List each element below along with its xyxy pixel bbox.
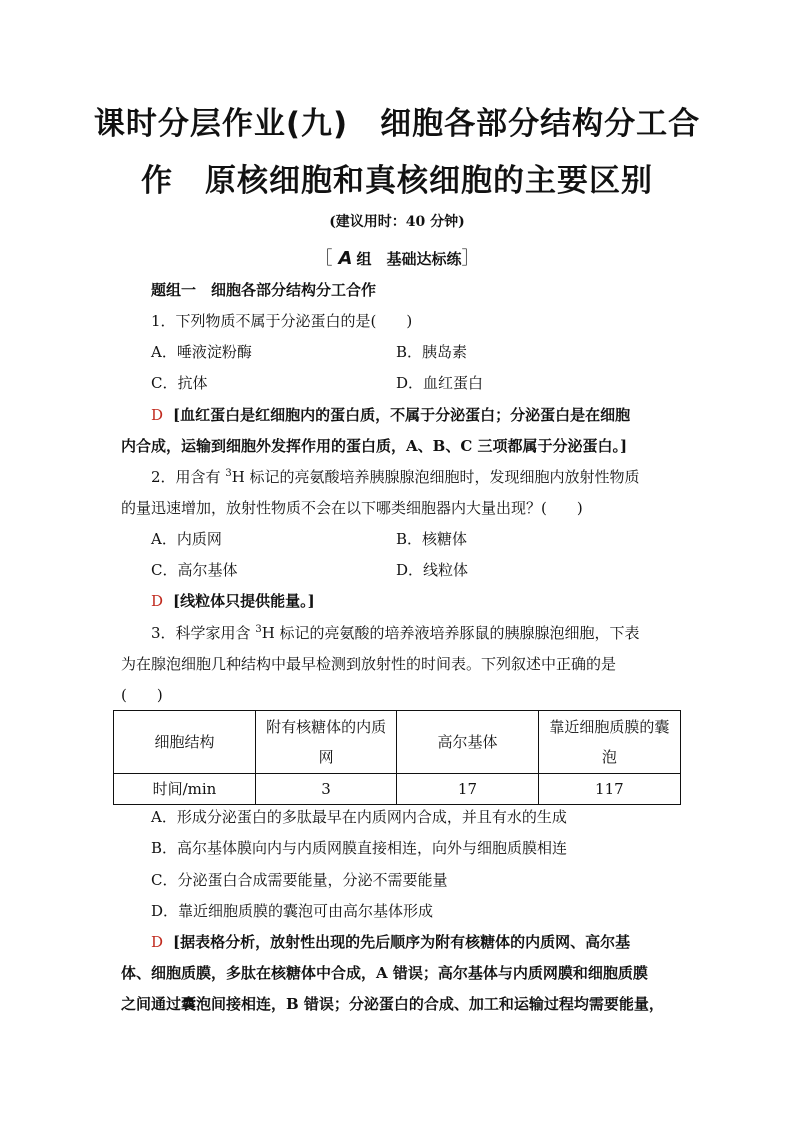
table-cell: 17 [397, 774, 539, 805]
q3-explanation-line3: 之间通过囊泡间接相连，B 错误；分泌蛋白的合成、加工和运输过程均需要能量， [121, 995, 664, 1013]
table-row [114, 774, 681, 805]
q1-answer: D [151, 406, 164, 424]
bracket-left-icon: ［ [314, 248, 333, 269]
q3-stem-post: H 标记的亮氨酸的培养液培养豚鼠的胰腺腺泡细胞，下表 [261, 624, 640, 642]
q1-explanation-text1: [血红蛋白是红细胞内的蛋白质，不属于分泌蛋白；分泌蛋白是在细胞 [173, 406, 631, 424]
page-title-line1: 课时分层作业(九) 细胞各部分结构分工合 [93, 106, 701, 142]
q3-superscript: 3 [255, 624, 262, 635]
table-header-cell: 靠近细胞质膜的囊泡 [538, 711, 680, 774]
q2-stem-post: H 标记的亮氨酸培养胰腺腺泡细胞时，发现细胞内放射性物质 [231, 468, 640, 486]
q2-answer: D [151, 592, 164, 610]
q1-explanation-line1 [151, 405, 630, 425]
q3-stem-line3: ( ) [121, 686, 163, 704]
q2-explanation [151, 591, 315, 611]
q2-option-b: B．核糖体 [396, 530, 468, 548]
bracket-right-icon: ］ [461, 248, 480, 269]
q3-explanation-line2: 体、细胞质膜，多肽在核糖体中合成，A 错误；高尔基体与内质网膜和细胞质膜 [121, 964, 648, 982]
q3-explanation-text1: [据表格分析，放射性出现的先后顺序为附有核糖体的内质网、高尔基 [173, 933, 631, 951]
q3-answer: D [151, 933, 164, 951]
q1-stem: 1．下列物质不属于分泌蛋白的是( ) [151, 312, 413, 330]
page-title-line2: 作 原核细胞和真核细胞的主要区别 [141, 163, 653, 199]
q2-stem [151, 467, 640, 487]
table-cell: 时间/min [114, 774, 256, 805]
table-header-cell: 细胞结构 [114, 711, 256, 774]
q3-stem [151, 623, 640, 643]
q3-stem-pre: 3．科学家用含 [151, 624, 256, 642]
q1-option-a: A．唾液淀粉酶 [151, 343, 252, 361]
q2-superscript: 3 [225, 468, 232, 479]
q3-option-d: D．靠近细胞质膜的囊泡可由高尔基体形成 [151, 902, 434, 920]
group-label: 组 基础达标练 [356, 250, 462, 268]
q1-option-b: B．胰岛素 [396, 343, 468, 361]
time-hint: (建议用时：40 分钟) [329, 214, 465, 230]
q2-option-c: C．高尔基体 [151, 561, 238, 579]
q3-option-c: C．分泌蛋白合成需要能量，分泌不需要能量 [151, 871, 448, 889]
q2-explanation-text: [线粒体只提供能量。] [173, 592, 315, 610]
q2-stem-line2: 的量迅速增加，放射性物质不会在以下哪类细胞器内大量出现？( ) [121, 499, 583, 517]
table-cell: 3 [255, 774, 396, 805]
q1-explanation-line2: 内合成，运输到细胞外发挥作用的蛋白质，A、B、C 三项都属于分泌蛋白。] [121, 437, 628, 455]
q3-stem-line2: 为在腺泡细胞几种结构中最早检测到放射性的时间表。下列叙述中正确的是 [121, 655, 617, 673]
group-heading [0, 244, 794, 270]
section-heading: 题组一 细胞各部分结构分工合作 [151, 281, 377, 299]
q3-explanation-line1 [151, 932, 630, 952]
q2-option-d: D．线粒体 [396, 561, 469, 579]
q1-option-c: C．抗体 [151, 374, 208, 392]
table-cell: 117 [538, 774, 680, 805]
group-letter: A [338, 248, 353, 269]
q2-stem-pre: 2．用含有 [151, 468, 226, 486]
q3-option-a: A．形成分泌蛋白的多肽最早在内质网内合成，并且有水的生成 [151, 808, 567, 826]
q3-option-b: B．高尔基体膜向内与内质网膜直接相连，向外与细胞质膜相连 [151, 839, 568, 857]
table-header-cell: 高尔基体 [397, 711, 539, 774]
table-header-row [114, 711, 681, 774]
q3-data-table [113, 710, 681, 805]
q2-option-a: A．内质网 [151, 530, 222, 548]
table-header-cell: 附有核糖体的内质网 [255, 711, 396, 774]
q1-option-d: D．血红蛋白 [396, 374, 484, 392]
